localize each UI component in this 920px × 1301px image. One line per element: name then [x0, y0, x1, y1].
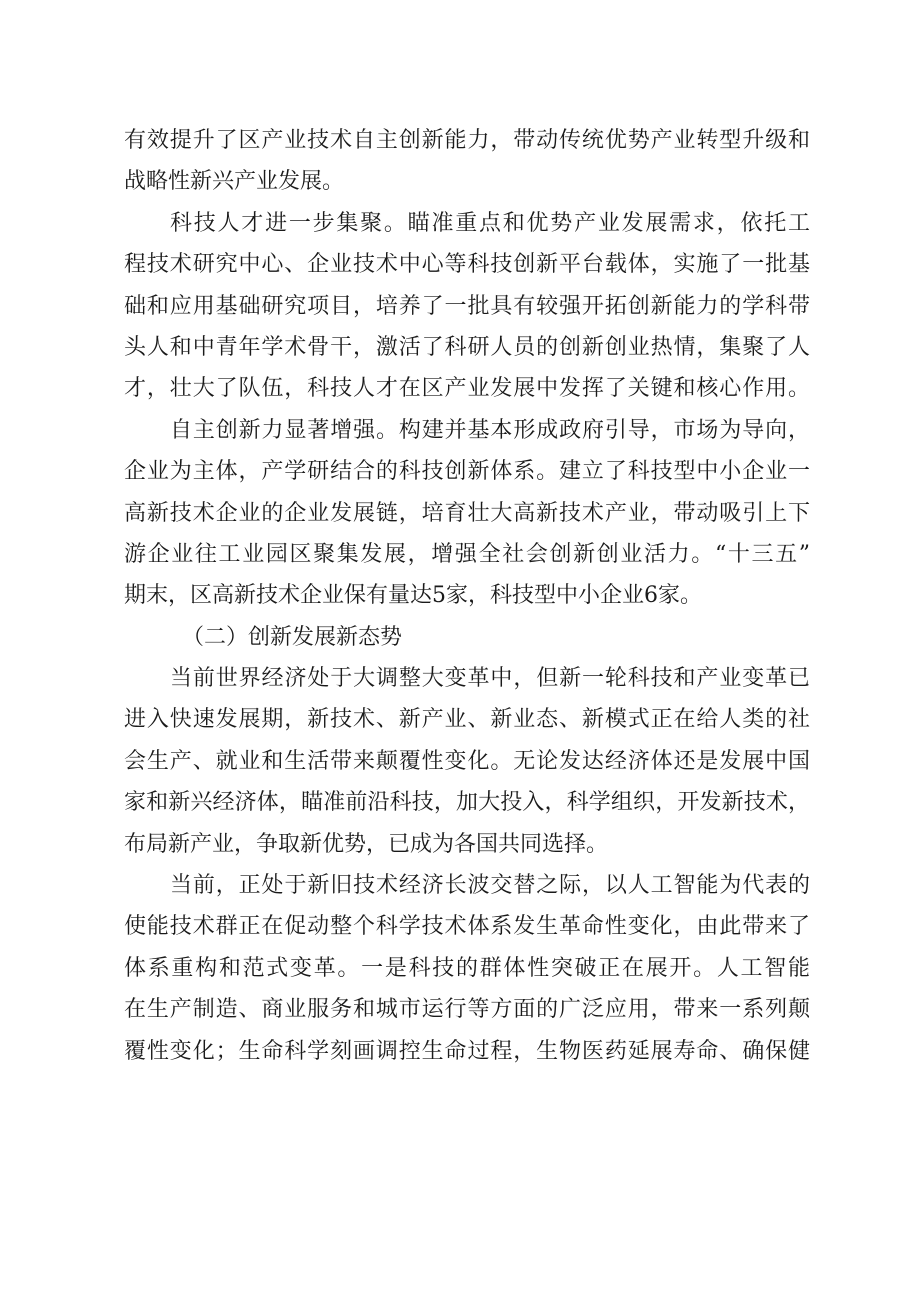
- text-line: 程技术研究中心、企业技术中心等科技创新平台载体，实施了一批基: [124, 252, 810, 278]
- paragraph: [124, 120, 810, 203]
- text-line: 游企业往工业园区聚集发展，增强全社会创新创业活力。“十三五”: [124, 541, 810, 567]
- text-line: 自主创新力显著增强。构建并基本形成政府引导，市场为导向，: [170, 417, 810, 443]
- section-heading: [124, 617, 810, 658]
- text-line: 使能技术群正在促动整个科学技术体系发生革命性变化，由此带来了: [124, 914, 810, 940]
- text-line: 才，壮大了队伍，科技人才在区产业发展中发挥了关键和核心作用。: [124, 376, 810, 402]
- paragraph: [124, 865, 810, 1072]
- text-line: 布局新产业，争取新优势，已成为各国共同选择。: [124, 831, 609, 857]
- paragraph: [124, 658, 810, 865]
- text-line: 体系重构和范式变革。一是科技的群体性突破正在展开。人工智能: [124, 955, 810, 981]
- text-line: 企业为主体，产学研结合的科技创新体系。建立了科技型中小企业一: [124, 459, 810, 485]
- text-line: 覆性变化；生命科学刻画调控生命过程，生物医药延展寿命、确保健: [124, 1038, 810, 1064]
- text-line: 当前世界经济处于大调整大变革中，但新一轮科技和产业变革已: [170, 666, 810, 692]
- paragraph: [124, 203, 810, 410]
- text-line: 进入快速发展期，新技术、新产业、新业态、新模式正在给人类的社: [124, 707, 810, 733]
- text-line: 科技人才进一步集聚。瞄准重点和优势产业发展需求，依托工: [170, 210, 810, 236]
- section-heading-text: （二）创新发展新态势: [182, 624, 403, 650]
- text-line: 在生产制造、商业服务和城市运行等方面的广泛应用，带来一系列颠: [124, 997, 810, 1023]
- text-line: 有效提升了区产业技术自主创新能力，带动传统优势产业转型升级和: [124, 128, 810, 153]
- text-line: 战略性新兴产业发展。: [124, 169, 345, 195]
- document-body: [124, 120, 810, 1072]
- text-line: 当前，正处于新旧技术经济长波交替之际，以人工智能为代表的: [170, 873, 810, 899]
- text-line: 头人和中青年学术骨干，激活了科研人员的创新创业热情，集聚了人: [124, 334, 810, 360]
- text-line: 家和新兴经济体，瞄准前沿科技，加大投入，科学组织，开发新技术，: [124, 790, 810, 816]
- text-line: 期末，区高新技术企业保有量达5家，科技型中小企业6家。: [124, 583, 702, 609]
- text-line: 高新技术企业的企业发展链，培育壮大高新技术产业，带动吸引上下: [124, 500, 810, 526]
- paragraph: [124, 410, 810, 617]
- text-line: 会生产、就业和生活带来颠覆性变化。无论发达经济体还是发展中国: [124, 748, 810, 774]
- text-line: 础和应用基础研究项目，培养了一批具有较强开拓创新能力的学科带: [124, 293, 810, 319]
